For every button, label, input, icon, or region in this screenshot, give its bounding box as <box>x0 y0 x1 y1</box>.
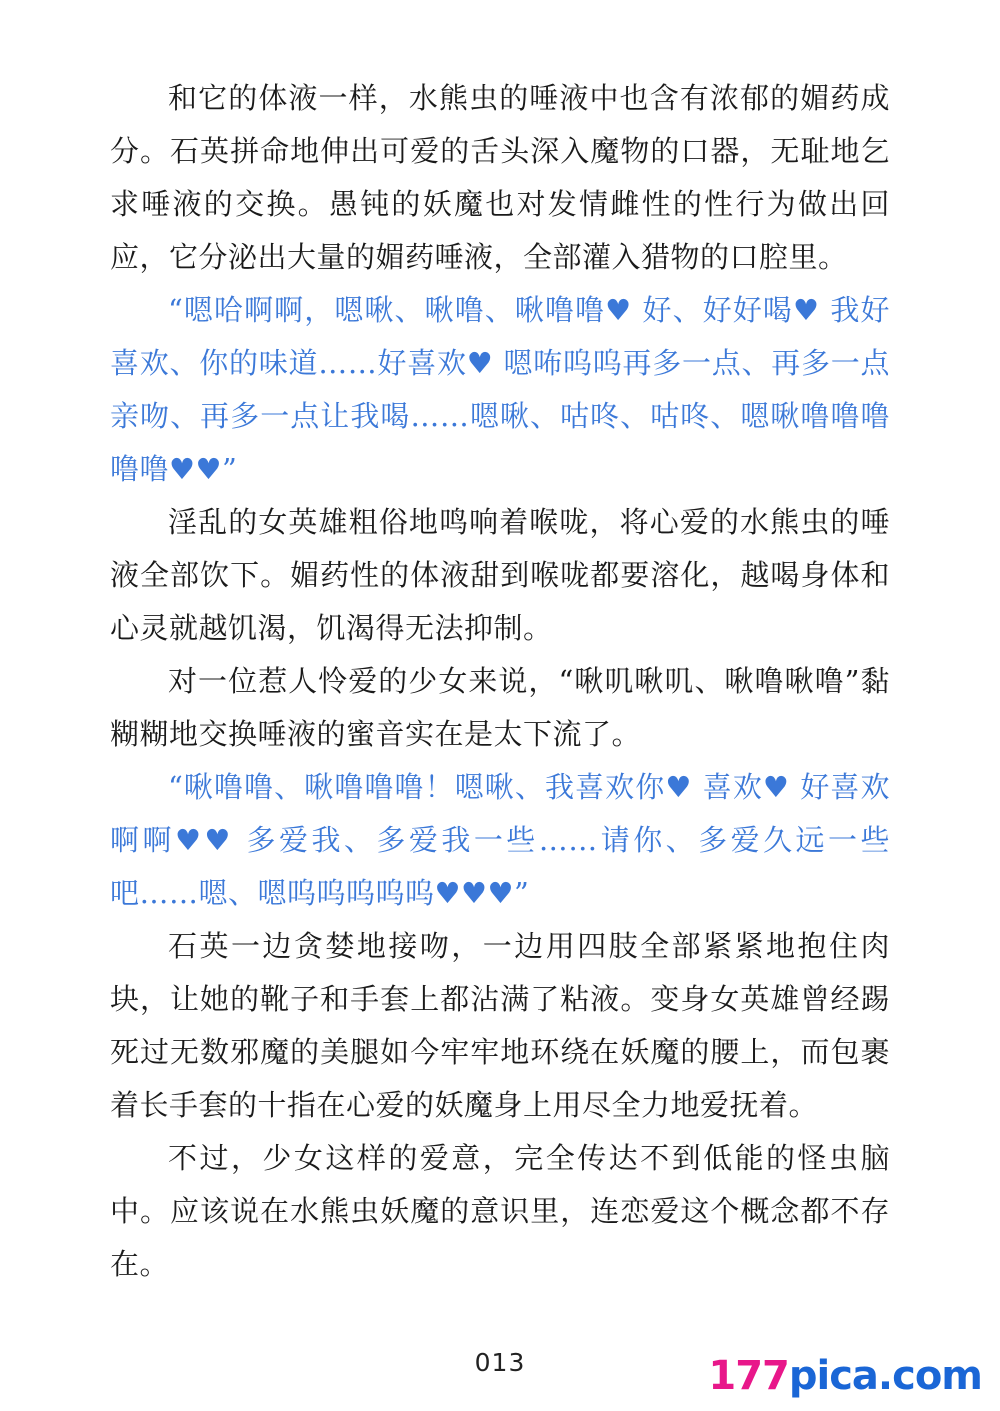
site-watermark <box>708 1353 982 1399</box>
paragraph-narration-3: 对一位惹人怜爱的少女来说，“啾叽啾叽、啾噜啾噜”黏糊糊地交换唾液的蜜音实在是太下流了。 <box>110 664 890 751</box>
page-number: 013 <box>474 1348 526 1377</box>
paragraph-narration-4: 石英一边贪婪地接吻，一边用四肢全部紧紧地抱住肉块，让她的靴子和手套上都沾满了粘液。变身女英雄曾经踢死过无数邪魔的美腿如今牢牢地环绕在妖魔的腰上，而包裹着长手套的十指在心爱的妖魔身上用尽全力地爱抚着。 <box>110 929 890 1122</box>
paragraph-dialogue-2: “啾噜噜、啾噜噜噜！嗯啾、我喜欢你♥ 喜欢♥ 好喜欢啊啊♥♥ 多爱我、多爱我一些……请你、多爱久远一些吧……嗯、嗯呜呜呜呜呜♥♥♥” <box>110 770 890 910</box>
paragraph-narration-5: 不过，少女这样的爱意，完全传达不到低能的怪虫脑中。应该说在水熊虫妖魔的意识里，连恋爱这个概念都不存在。 <box>110 1141 890 1281</box>
paragraph-dialogue-1: “嗯哈啊啊，嗯啾、啾噜、啾噜噜♥ 好、好好喝♥ 我好喜欢、你的味道……好喜欢♥ 嗯咘呜呜再多一点、再多一点亲吻、再多一点让我喝……嗯啾、咕咚、咕咚、嗯啾噜噜噜噜噜♥♥” <box>110 293 890 486</box>
watermark-prefix: 177 <box>708 1353 789 1399</box>
paragraph-narration-1: 和它的体液一样，水熊虫的唾液中也含有浓郁的媚药成分。石英拼命地伸出可爱的舌头深入魔物的口器，无耻地乞求唾液的交换。愚钝的妖魔也对发情雌性的性行为做出回应，它分泌出大量的媚药唾液，全部灌入猎物的口腔里。 <box>110 81 890 274</box>
text-body <box>110 72 890 1291</box>
paragraph-narration-2: 淫乱的女英雄粗俗地鸣响着喉咙，将心爱的水熊虫的唾液全部饮下。媚药性的体液甜到喉咙都要溶化，越喝身体和心灵就越饥渴，饥渴得无法抑制。 <box>110 505 890 645</box>
watermark-suffix: pica.com <box>788 1353 982 1399</box>
